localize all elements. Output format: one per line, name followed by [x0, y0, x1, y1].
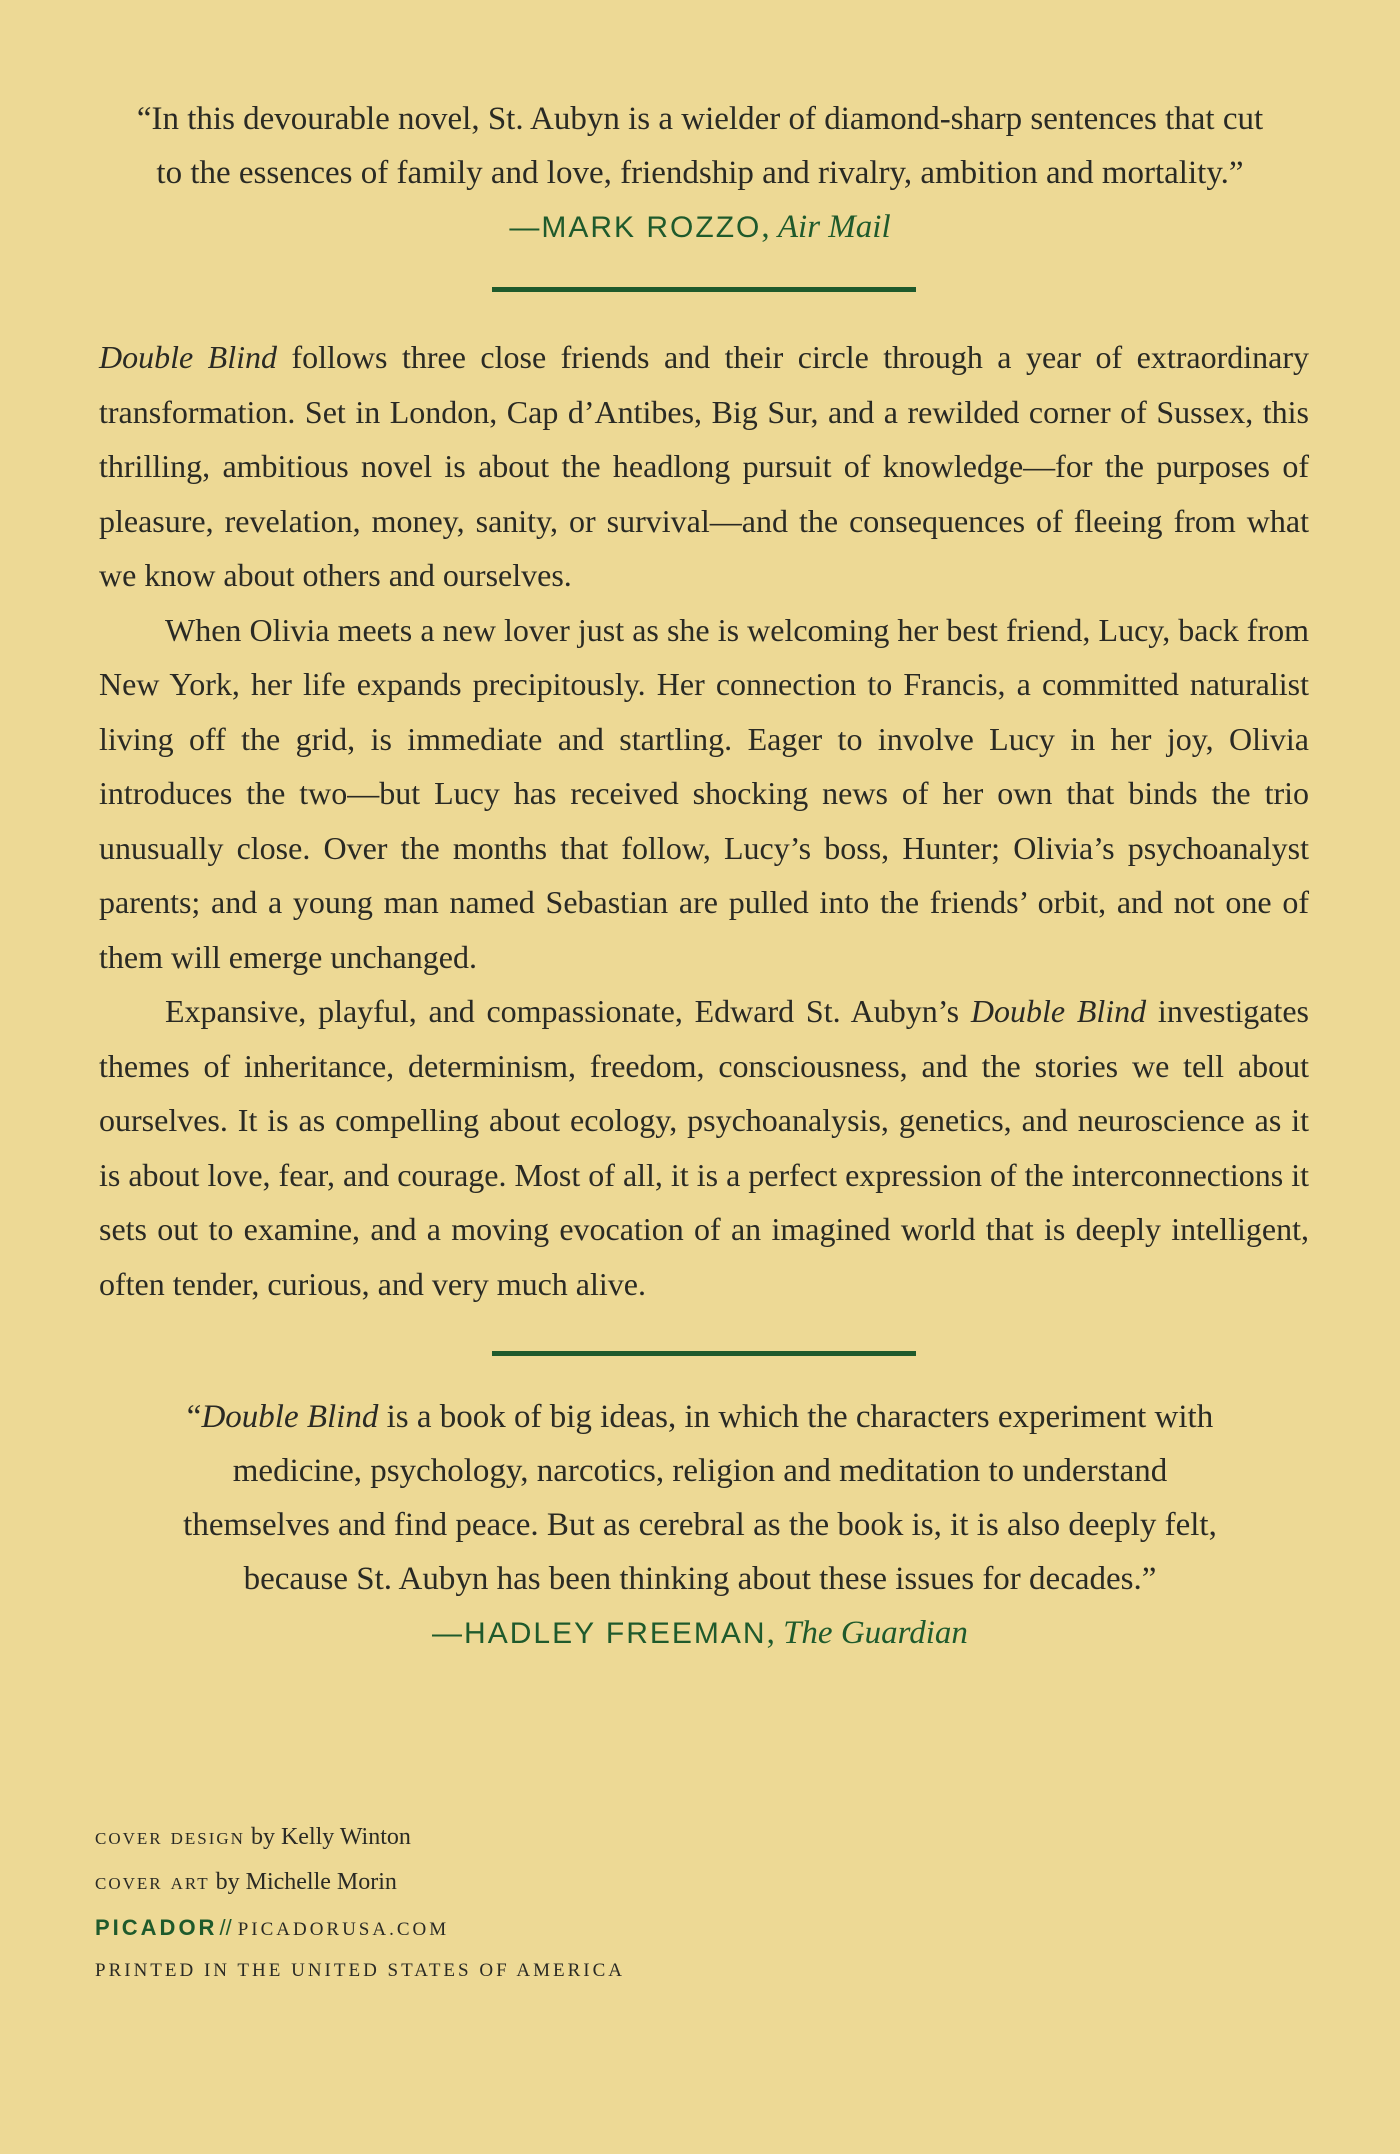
printed-in-line: PRINTED IN THE UNITED STATES OF AMERICA [95, 1960, 625, 1981]
bottom-quote-attribution: —HADLEY FREEMAN, The Guardian [432, 1615, 968, 1651]
book-title: Double Blind [99, 339, 278, 375]
bottom-quote-line-3: themselves and find peace. But as cerebral as the book is, it is also deeply felt, [183, 1507, 1217, 1543]
bottom-quote-line-2: medicine, psychology, narcotics, religion and meditation to understand [232, 1453, 1168, 1489]
top-quote-author: —MARK ROZZO [509, 211, 762, 244]
publisher-separator: // [219, 1915, 232, 1940]
publisher-line [95, 1905, 625, 1952]
description-paragraph-1: Double Blind follows three close friends and their circle through a year of extraordinary transformation. Set in London, Cap d’Antibes, Big Sur, and a rewilded corner of Sussex, this thrilling, ambitious novel is about the headlong pursuit of knowledge—for the purposes of pleasure, revelation, money, sanity, or survival—and the consequences of fleeing from what we know about others and ourselves. [99, 339, 1310, 593]
description-paragraph-3: Expansive, playful, and compassionate, Edward St. Aubyn’s Double Blind investigates themes of inheritance, determinism, freedom, consciousness, and the stories we tell about ourselves. It is as compelling about ecology, psychoanalysis, genetics, and neuroscience as it is about love, fear, and courage. Most of all, it is a perfect expression of the interconnections it sets out to examine, and a moving evocation of an imagined world that is deeply intelligent, often tender, curious, and very much alive. [99, 993, 1310, 1302]
top-quote-publication: Air Mail [777, 209, 891, 245]
divider-rule-bottom [492, 1351, 916, 1356]
top-review-quote [80, 92, 1320, 255]
top-quote-attribution: —MARK ROZZO, Air Mail [509, 209, 891, 245]
bottom-quote-line-4: because St. Aubyn has been thinking about these issues for decades.” [243, 1561, 1157, 1597]
publisher-logo: PICADOR [95, 1915, 218, 1940]
bottom-quote-publication: The Guardian [783, 1615, 968, 1651]
credits-block [95, 1815, 625, 1988]
cover-design-credit: cover design by Kelly Winton [95, 1824, 411, 1850]
book-description [99, 330, 1309, 1311]
bottom-review-quote [80, 1390, 1320, 1661]
bottom-quote-line-1: “Double Blind is a book of big ideas, in which the characters experiment with [186, 1399, 1214, 1435]
divider-rule-top [492, 287, 916, 292]
cover-art-credit: cover art by Michelle Morin [95, 1869, 397, 1895]
bottom-quote-author: —HADLEY FREEMAN [432, 1617, 767, 1650]
top-quote-line-2: to the essences of family and love, friendship and rivalry, ambition and mortality.” [156, 155, 1244, 191]
book-title: Double Blind [201, 1399, 379, 1435]
top-quote-line-1: “In this devourable novel, St. Aubyn is a wielder of diamond-sharp sentences that cut [136, 101, 1264, 137]
book-title: Double Blind [970, 993, 1147, 1029]
publisher-website: PICADORUSA.COM [237, 1919, 450, 1940]
description-paragraph-2: When Olivia meets a new lover just as she is welcoming her best friend, Lucy, back from New York, her life expands precipitously. Her connection to Francis, a committed naturalist living off the grid, is immediate and startling. Eager to involve Lucy in her joy, Olivia introduces the two—but Lucy has received shocking news of her own that binds the trio unusually close. Over the months that follow, Lucy’s boss, Hunter; Olivia’s psychoanalyst parents; and a young man named Sebastian are pulled into the friends’ orbit, and not one of them will emerge unchanged. [99, 611, 1309, 975]
